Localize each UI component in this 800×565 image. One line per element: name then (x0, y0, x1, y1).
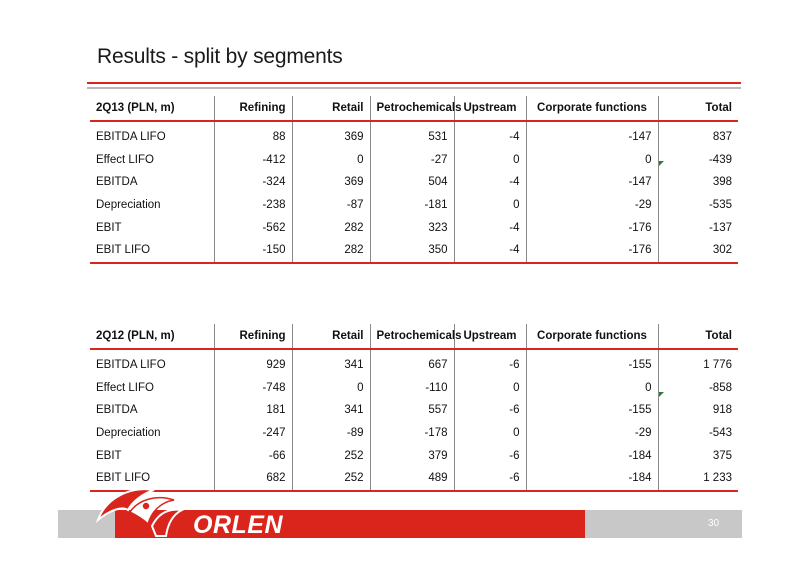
row-label: EBIT (96, 221, 122, 234)
row-label: Effect LIFO (96, 381, 154, 394)
column-header-upstream: Upstream (454, 96, 526, 121)
column-header-refining: Refining (214, 324, 292, 349)
column-header-refining: Refining (214, 96, 292, 121)
cell-corporate-functions: -184 (526, 444, 658, 467)
cell-total: -137 (658, 216, 738, 239)
cell-upstream: -4 (454, 216, 526, 239)
cell-upstream: -4 (454, 121, 526, 149)
cell-upstream: 0 (454, 149, 526, 172)
table-row (90, 349, 738, 377)
segment-table-2q12 (90, 324, 738, 492)
table-row (90, 377, 738, 400)
cell-total: 1 233 (658, 467, 738, 491)
cell-upstream: -6 (454, 349, 526, 377)
cell-retail: 252 (292, 444, 370, 467)
table-row (90, 399, 738, 422)
cell-petrochemicals: -27 (370, 149, 454, 172)
cell-retail: 0 (292, 377, 370, 400)
title-underline-grey (87, 87, 741, 89)
cell-refining: -150 (214, 239, 292, 263)
table-row (90, 194, 738, 217)
row-label: EBITDA (96, 404, 138, 417)
cell-total: -543 (658, 422, 738, 445)
cell-refining: 929 (214, 349, 292, 377)
table-row (90, 422, 738, 445)
cell-total: -858 (658, 377, 738, 400)
cell-corporate-functions: 0 (526, 149, 658, 172)
cell-petrochemicals: 667 (370, 349, 454, 377)
cell-total: -439 (658, 149, 738, 172)
cell-corporate-functions: -147 (526, 121, 658, 149)
segment-table-2q13 (90, 96, 738, 264)
cell-upstream: -6 (454, 467, 526, 491)
column-header-corporate-functions: Corporate functions (526, 324, 658, 349)
cell-corporate-functions: 0 (526, 377, 658, 400)
cell-corporate-functions: -147 (526, 171, 658, 194)
cell-refining: -247 (214, 422, 292, 445)
cell-retail: 282 (292, 216, 370, 239)
cell-petrochemicals: -181 (370, 194, 454, 217)
row-label: EBITDA LIFO (96, 359, 166, 372)
table-period-header: 2Q13 (PLN, m) (90, 96, 214, 121)
row-label: EBITDA LIFO (96, 131, 166, 144)
cell-refining: 88 (214, 121, 292, 149)
cell-refining: -324 (214, 171, 292, 194)
cell-retail: 0 (292, 149, 370, 172)
row-label: EBIT LIFO (90, 467, 214, 491)
cell-refining: -238 (214, 194, 292, 217)
column-header-petrochemicals: Petrochemicals (370, 96, 454, 121)
cell-corporate-functions: -29 (526, 422, 658, 445)
table-header-row (90, 324, 738, 349)
table-period-header: 2Q12 (PLN, m) (90, 324, 214, 349)
cell-upstream: 0 (454, 377, 526, 400)
column-header-total: Total (658, 324, 738, 349)
cell-corporate-functions: -176 (526, 239, 658, 263)
cell-refining: 181 (214, 399, 292, 422)
cell-retail: 252 (292, 467, 370, 491)
row-label: Effect LIFO (96, 153, 154, 166)
cell-upstream: -6 (454, 444, 526, 467)
table-row (90, 121, 738, 149)
cell-petrochemicals: -178 (370, 422, 454, 445)
orlen-logo-text: ORLEN (193, 511, 283, 539)
cell-petrochemicals: -110 (370, 377, 454, 400)
cell-refining: -748 (214, 377, 292, 400)
row-label: EBIT LIFO (90, 239, 214, 263)
page-number: 30 (708, 518, 720, 529)
row-label: Depreciation (96, 427, 161, 440)
cell-petrochemicals: 531 (370, 121, 454, 149)
title-underline-red (87, 82, 741, 84)
cell-corporate-functions: -29 (526, 194, 658, 217)
cell-refining: -562 (214, 216, 292, 239)
table-row (90, 239, 738, 263)
cell-upstream: -4 (454, 239, 526, 263)
cell-petrochemicals: 379 (370, 444, 454, 467)
cell-corporate-functions: -184 (526, 467, 658, 491)
cell-refining: 682 (214, 467, 292, 491)
column-header-corporate-functions: Corporate functions (526, 96, 658, 121)
orlen-eagle-icon (94, 480, 194, 538)
cell-retail: -89 (292, 422, 370, 445)
cell-petrochemicals: 323 (370, 216, 454, 239)
cell-total: 1 776 (658, 349, 738, 377)
cell-total: 918 (658, 399, 738, 422)
cell-total: 375 (658, 444, 738, 467)
column-header-upstream: Upstream (454, 324, 526, 349)
cell-refining: -66 (214, 444, 292, 467)
cell-petrochemicals: 350 (370, 239, 454, 263)
column-header-retail: Retail (292, 324, 370, 349)
page-title: Results - split by segments (97, 45, 343, 68)
cell-comment-marker (659, 392, 664, 397)
table-header-row (90, 96, 738, 121)
cell-retail: -87 (292, 194, 370, 217)
cell-petrochemicals: 489 (370, 467, 454, 491)
cell-retail: 341 (292, 399, 370, 422)
cell-total: 398 (658, 171, 738, 194)
cell-total: 837 (658, 121, 738, 149)
cell-upstream: -4 (454, 171, 526, 194)
table-row (90, 444, 738, 467)
cell-corporate-functions: -155 (526, 399, 658, 422)
cell-comment-marker (659, 161, 664, 166)
column-header-total: Total (658, 96, 738, 121)
cell-total: 302 (658, 239, 738, 263)
row-label: Depreciation (96, 199, 161, 212)
cell-upstream: 0 (454, 194, 526, 217)
cell-corporate-functions: -155 (526, 349, 658, 377)
table-row (90, 216, 738, 239)
cell-petrochemicals: 557 (370, 399, 454, 422)
cell-retail: 282 (292, 239, 370, 263)
table-row (90, 171, 738, 194)
cell-upstream: 0 (454, 422, 526, 445)
cell-refining: -412 (214, 149, 292, 172)
column-header-petrochemicals: Petrochemicals (370, 324, 454, 349)
cell-retail: 341 (292, 349, 370, 377)
column-header-retail: Retail (292, 96, 370, 121)
cell-petrochemicals: 504 (370, 171, 454, 194)
cell-upstream: -6 (454, 399, 526, 422)
cell-corporate-functions: -176 (526, 216, 658, 239)
cell-retail: 369 (292, 171, 370, 194)
table-row (90, 149, 738, 172)
row-label: EBITDA (96, 176, 138, 189)
cell-total: -535 (658, 194, 738, 217)
row-label: EBIT (96, 449, 122, 462)
cell-retail: 369 (292, 121, 370, 149)
